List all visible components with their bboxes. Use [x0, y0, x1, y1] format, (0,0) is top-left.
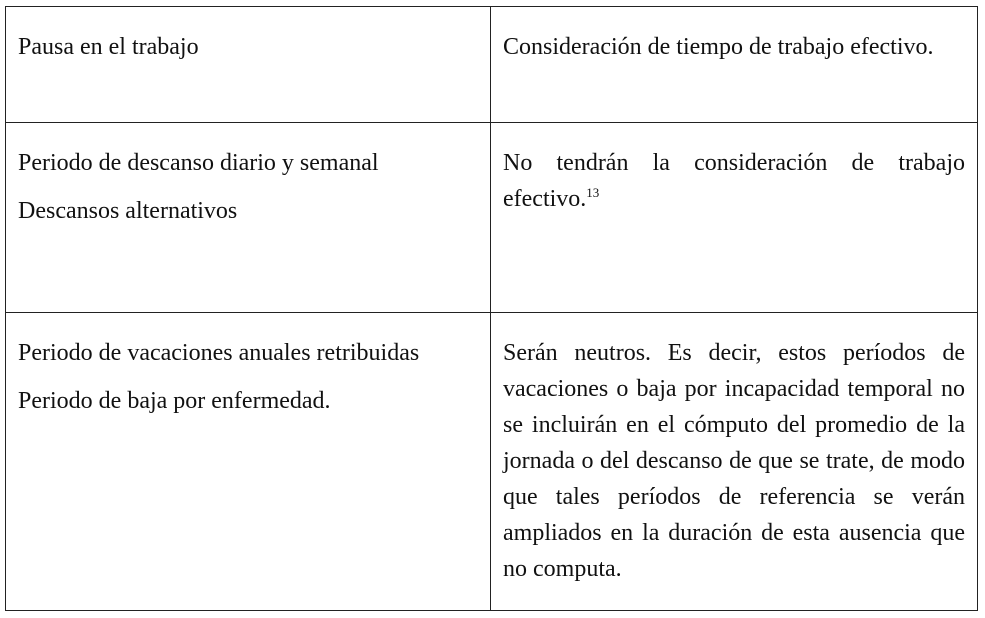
row-2-description: No tendrán la consideración de trabajo efectivo.	[503, 150, 965, 212]
row-1-description-cell	[491, 7, 978, 123]
document-table	[5, 6, 978, 611]
row-3-description-cell	[491, 313, 978, 611]
row-3-label-1: Periodo de vacaciones anuales retribuidas	[18, 340, 420, 366]
row-2-label-1: Periodo de descanso diario y semanal	[18, 150, 379, 176]
row-1-description: Consideración de tiempo de trabajo efectivo.	[503, 34, 934, 60]
table-row	[6, 123, 978, 313]
footnote-marker: 13	[586, 185, 600, 200]
row-2-description-cell	[491, 123, 978, 313]
row-3-label-cell	[6, 313, 491, 611]
row-1-label: Pausa en el trabajo	[18, 34, 199, 60]
table-row	[6, 313, 978, 611]
row-2-label-2: Descansos alternativos	[18, 198, 238, 224]
table-row	[6, 7, 978, 123]
row-2-label-cell	[6, 123, 491, 313]
row-1-label-cell	[6, 7, 491, 123]
row-3-label-2: Periodo de baja por enfermedad.	[18, 388, 331, 414]
row-3-description: Serán neutros. Es decir, estos períodos de vacaciones o baja por incapacidad temporal no se incluirán en el cómputo del promedio de la jornada o del descanso de que se trate, de modo que tales períodos de referencia se verán ampliados en la duración de esta ausencia que no computa.	[503, 340, 965, 582]
